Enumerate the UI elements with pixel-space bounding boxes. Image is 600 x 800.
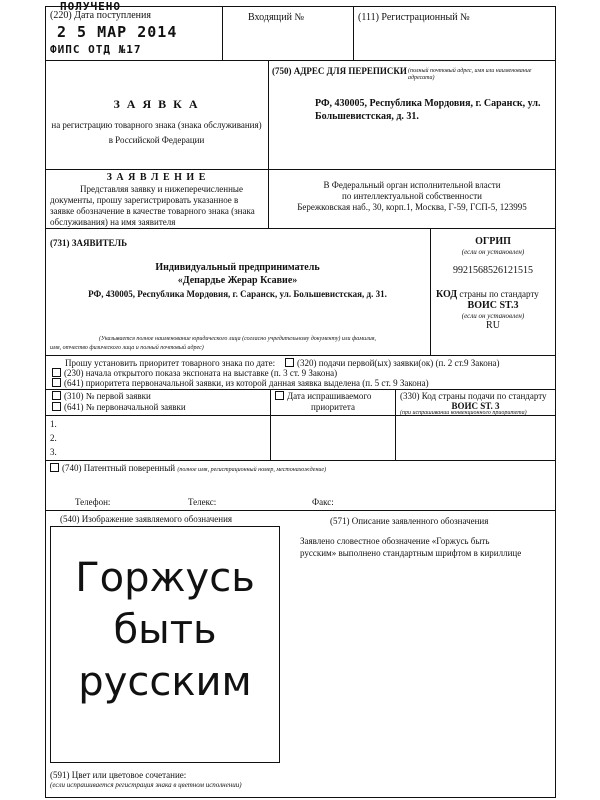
statement-text: заявке обозначение в качестве товарного знака (знака — [50, 206, 255, 216]
priority-col-310[interactable] — [52, 391, 151, 401]
stamp-department: ФИПС ОТД №17 — [50, 43, 142, 56]
checkbox[interactable] — [52, 368, 61, 377]
priority-col-641[interactable] — [52, 402, 186, 412]
authority-text: В Федеральный орган исполнительной власти — [323, 180, 501, 190]
field-591-label: (591) Цвет или цветовое сочетание: — [50, 770, 187, 780]
field-750-label: (750) АДРЕС ДЛЯ ПЕРЕПИСКИ — [272, 66, 407, 76]
mark-word: быть — [113, 607, 217, 653]
country-code-text: страны по стандарту — [459, 289, 539, 299]
ogrip-hint: (если он установлен) — [461, 248, 525, 256]
divider — [45, 510, 555, 511]
priority-option-320-label: (320) подачи первой(ых) заявки(ок) (п. 2 ст.9 Закона) — [297, 358, 500, 368]
priority-option-641[interactable] — [52, 378, 429, 388]
priority-col-330-standard: ВОИС ST. 3 — [451, 401, 500, 411]
attorney-telex-label: Телекс: — [188, 497, 217, 507]
checkbox[interactable] — [52, 378, 61, 387]
country-code-value: RU — [486, 320, 500, 331]
attorney-fax-label: Факс: — [312, 497, 334, 507]
divider — [45, 169, 555, 170]
applicant-address: РФ, 430005, Республика Мордовия, г. Саранск, ул. Большевистская, д. 31. — [88, 289, 387, 299]
priority-col-310-label: (310) № первой заявки — [64, 391, 151, 401]
applicant-name: «Депардье Жерар Ксавие» — [177, 275, 298, 286]
mark-image — [50, 552, 280, 708]
statement-text: Представляя заявку и нижеперечисленные — [80, 184, 243, 194]
applicant-hint: имя, отчество физического лица и полный почтовый адрес) — [50, 345, 204, 351]
attorney-label: (740) Патентный поверенный — [62, 463, 176, 473]
priority-row-number: 3. — [50, 447, 57, 457]
divider — [45, 60, 555, 61]
priority-option-230-label: (230) начала открытого показа экспоната на выставке (п. 3 ст. 9 Закона) — [64, 368, 338, 378]
priority-option-641-label: (641) приоритета первоначальной заявки, из которой данная заявка выделена (п. 5 ст. 9 Закона) — [64, 378, 429, 388]
priority-option-320[interactable] — [285, 358, 500, 368]
attorney-field[interactable] — [50, 463, 326, 474]
priority-row-number: 1. — [50, 419, 57, 429]
attorney-hint: (полное имя, регистрационный номер, местонахождение) — [177, 467, 327, 473]
mark-word: Горжусь — [75, 555, 255, 601]
stamp-date: 2 5 МАР 2014 — [57, 23, 178, 41]
mark-description: русским» выполнено стандартным шрифтом в кириллице — [300, 548, 522, 558]
priority-col-330: (330) Код страны подачи по стандарту — [400, 391, 547, 401]
field-731-label: (731) ЗАЯВИТЕЛЬ — [50, 238, 128, 248]
priority-col-date-line2: приоритета — [311, 402, 355, 412]
divider — [353, 6, 354, 61]
applicant-hint: (Указывается полное наименование юридического лица (согласно учредительному документу) или фамилия, — [98, 336, 376, 342]
divider — [45, 355, 555, 356]
ogrip-value: 9921568526121515 — [453, 265, 533, 276]
field-750-hint: (полный почтовый адрес, имя или наименование адресата) — [408, 68, 532, 81]
mark-word: русским — [78, 659, 252, 705]
checkbox[interactable] — [52, 391, 61, 400]
field-111-label: (111) Регистрационный № — [358, 12, 470, 23]
statement-title: З А Я В Л Е Н И Е — [106, 172, 207, 183]
form-subtitle: на регистрацию товарного знака (знака обслуживания) — [51, 120, 262, 130]
field-591-hint: (если испрашивается регистрация знака в цветном исполнении) — [50, 781, 242, 789]
divider — [395, 389, 396, 460]
incoming-number-label: Входящий № — [248, 12, 305, 23]
field-571-label: (571) Описание заявленного обозначения — [330, 516, 489, 526]
divider — [45, 228, 555, 229]
divider — [268, 60, 269, 170]
correspondence-address: Большевистская, д. 31. — [315, 111, 419, 122]
field-220-label: (220) Дата поступления — [50, 10, 151, 21]
priority-col-date[interactable] — [275, 391, 371, 401]
statement-text: документы, прошу зарегистрировать указанное в — [50, 195, 239, 205]
form-subtitle: в Российской Федерации — [108, 135, 205, 145]
correspondence-address: РФ, 430005, Республика Мордовия, г. Саранск, ул. — [315, 98, 541, 109]
ogrip-label: ОГРИП — [475, 236, 511, 247]
checkbox[interactable] — [275, 391, 284, 400]
checkbox[interactable] — [52, 402, 61, 411]
priority-col-330-hint: (при испрашивании конвенционного приоритета) — [400, 410, 527, 416]
divider — [222, 6, 223, 61]
authority-text: Бережковская наб., 30, корп.1, Москва, Г-59, ГСП-5, 123995 — [297, 202, 527, 212]
statement-text: обслуживания) на имя заявителя — [50, 217, 176, 227]
received-stamp: ПОЛУЧЕНО — [60, 0, 121, 13]
form-title: З А Я В К А — [113, 97, 200, 111]
divider — [45, 460, 555, 461]
field-540-label: (540) Изображение заявляемого обозначения — [60, 514, 233, 524]
applicant-name: Индивидуальный предприниматель — [155, 262, 320, 273]
priority-row-number: 2. — [50, 433, 57, 443]
mark-description: Заявлено словестное обозначение «Горжусь быть — [300, 536, 490, 546]
checkbox[interactable] — [285, 358, 294, 367]
priority-col-641-label: (641) № первоначальной заявки — [64, 402, 186, 412]
authority-text: по интеллектуальной собственности — [342, 191, 482, 201]
country-code-standard: ВОИС ST.3 — [467, 300, 519, 311]
country-code-keyword: КОД — [436, 289, 458, 300]
divider — [45, 389, 555, 390]
country-code-label — [436, 289, 539, 301]
country-code-hint: (если он установлен) — [461, 312, 525, 320]
divider — [270, 389, 271, 460]
priority-option-230[interactable] — [52, 368, 337, 378]
attorney-phone-label: Телефон: — [75, 497, 111, 507]
priority-intro: Прошу установить приоритет товарного знака по дате: — [65, 358, 276, 368]
checkbox[interactable] — [50, 463, 59, 472]
priority-col-date-label: Дата испрашиваемого — [287, 391, 372, 401]
